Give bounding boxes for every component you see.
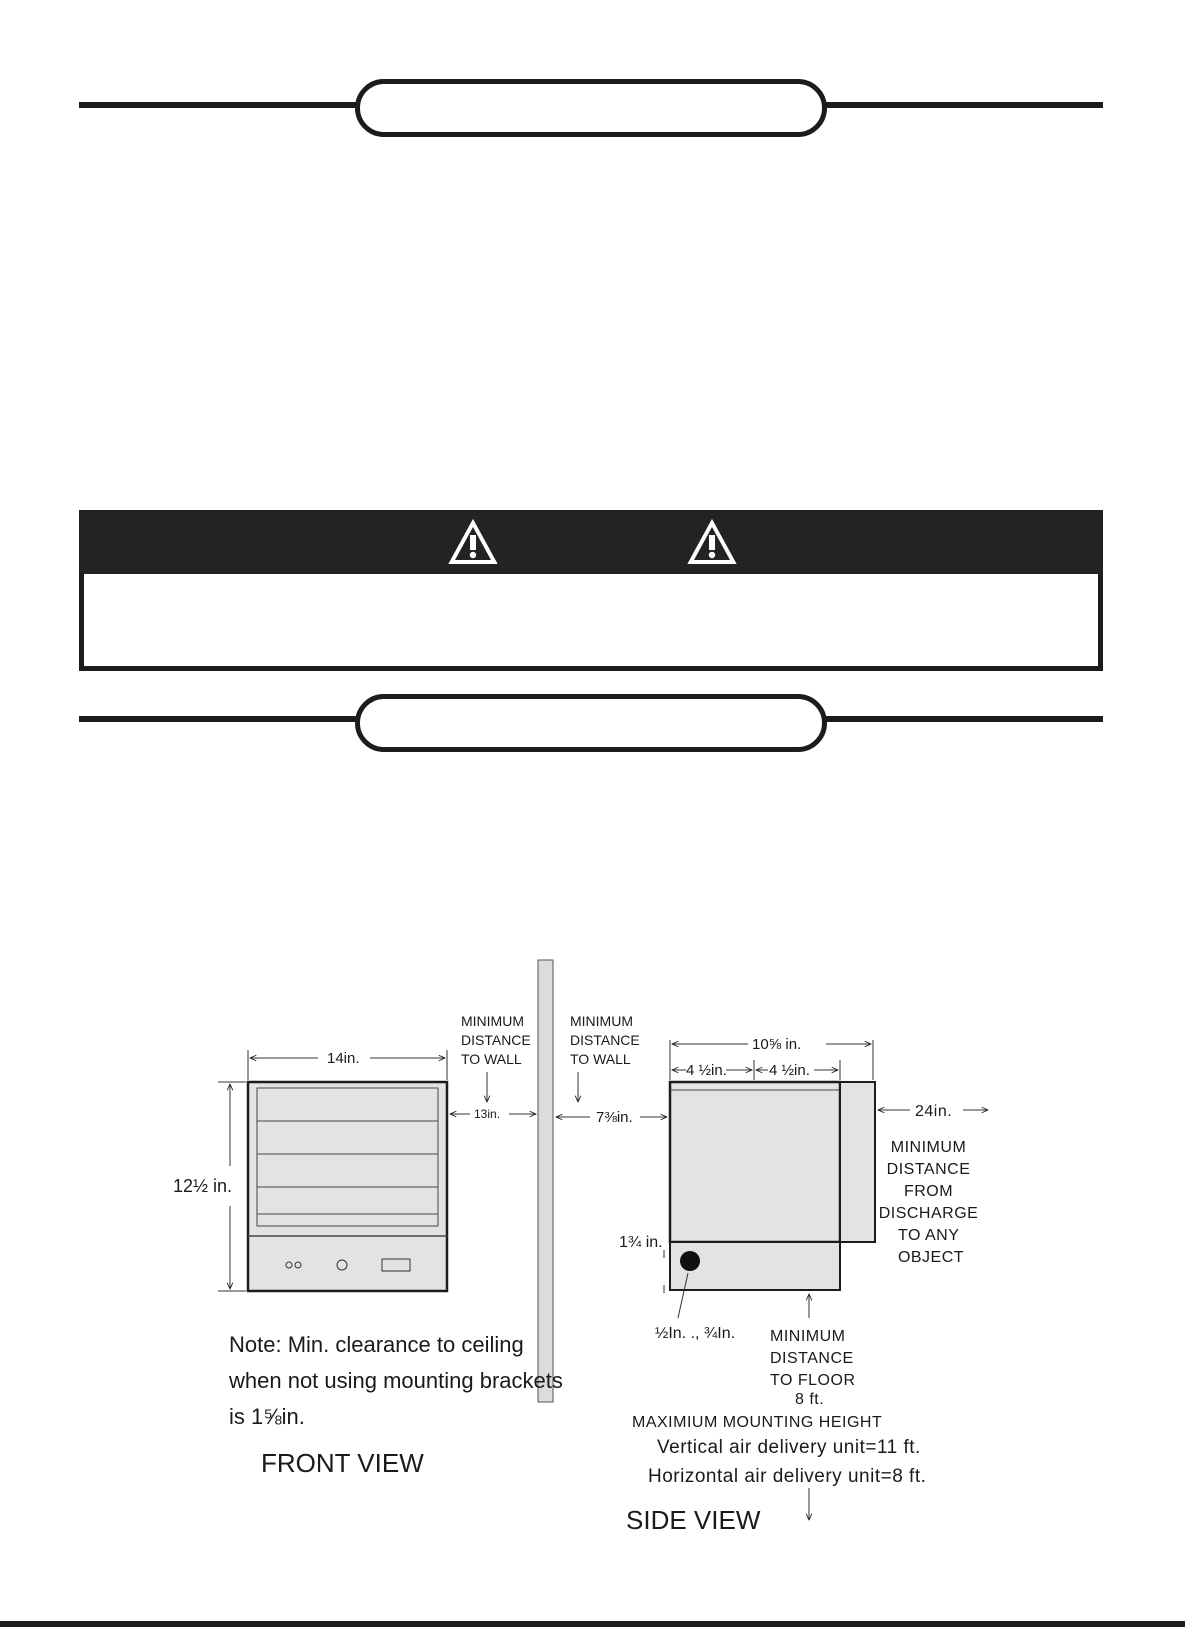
- discharge-label-2: DISTANCE: [886, 1161, 971, 1178]
- wall-right-label-3: TO WALL: [570, 1051, 631, 1067]
- section-rule-left-1: [79, 102, 359, 108]
- wall-left-label-3: TO WALL: [461, 1051, 522, 1067]
- front-view-unit: [248, 1082, 447, 1291]
- discharge-label-4: DISCHARGE: [878, 1205, 979, 1222]
- wall-right-label-1: MINIMUM: [570, 1013, 633, 1029]
- front-width-label: 14in.: [327, 1050, 360, 1067]
- front-height-label: 12½ in.: [173, 1176, 233, 1196]
- floor-label-4: 8 ft.: [795, 1391, 825, 1408]
- warning-banner: [79, 510, 1103, 576]
- warning-triangle-icon-2: [686, 518, 738, 566]
- floor-label-1: MINIMUM: [770, 1328, 846, 1345]
- hole-dims: ½In. ., ¾In.: [655, 1325, 736, 1342]
- warning-triangle-icon: [447, 518, 499, 566]
- front-note-line-2: when not using mounting brackets: [229, 1368, 563, 1393]
- max-height-horizontal: Horizontal air delivery unit=8 ft.: [648, 1466, 927, 1487]
- wall-left-label-1: MINIMUM: [461, 1013, 524, 1029]
- front-note-line-3: is 1⅝in.: [229, 1404, 305, 1429]
- svg-text:MINIMUM DISTANCE TO WA: [461, 1013, 535, 1067]
- wall-right-label-2: DISTANCE: [570, 1032, 640, 1048]
- wall: [538, 960, 553, 1402]
- discharge-label-5: TO ANY: [897, 1227, 960, 1244]
- floor-label-3: TO FLOOR: [770, 1372, 856, 1389]
- installation-diagram: [0, 940, 1185, 1620]
- section-rule-left-2: [79, 716, 359, 722]
- discharge-dim: 24in.: [915, 1103, 953, 1120]
- floor-label-2: DISTANCE: [770, 1350, 854, 1367]
- section-rule-right-2: [820, 716, 1103, 722]
- warning-content-box: [79, 574, 1103, 671]
- side-half-left: 4 ½in.: [686, 1062, 727, 1079]
- max-height-vertical: Vertical air delivery unit=11 ft.: [657, 1437, 921, 1458]
- side-view-unit: [670, 1082, 875, 1290]
- max-height-title: MAXIMIUM MOUNTING HEIGHT: [632, 1414, 883, 1431]
- side-half-right: 4 ½in.: [769, 1062, 810, 1079]
- front-view-title: FRONT VIEW: [261, 1448, 424, 1478]
- discharge-label-1: MINIMUM: [890, 1139, 967, 1156]
- svg-text:MINIMUM DISTANCE TO WA: [570, 1013, 644, 1067]
- svg-text:MINIMUM DISTANCE TO FL: [770, 1328, 860, 1408]
- side-bottom-dim: 1¾ in.: [619, 1234, 663, 1251]
- wall-right-dim: 7⅜in.: [596, 1109, 633, 1126]
- wall-left-label-2: DISTANCE: [461, 1032, 531, 1048]
- section-rule-right-1: [820, 102, 1103, 108]
- wall-left-dim: 13in.: [474, 1107, 501, 1121]
- discharge-label-3: FROM: [903, 1183, 954, 1200]
- side-total-width: 10⅝ in.: [752, 1036, 802, 1053]
- svg-text:MINIMUM DISTANCE FROM: [879, 1139, 984, 1266]
- section-header-pill-2: [355, 694, 827, 752]
- section-header-pill-1: [355, 79, 827, 137]
- svg-text:Note: Min. clearance to ceilin: [228, 1332, 569, 1429]
- page-bottom-rule: [0, 1621, 1185, 1627]
- front-note-line-1: Note: Min. clearance to ceiling: [229, 1332, 524, 1357]
- side-view-title: SIDE VIEW: [626, 1505, 761, 1535]
- discharge-label-6: OBJECT: [897, 1249, 965, 1266]
